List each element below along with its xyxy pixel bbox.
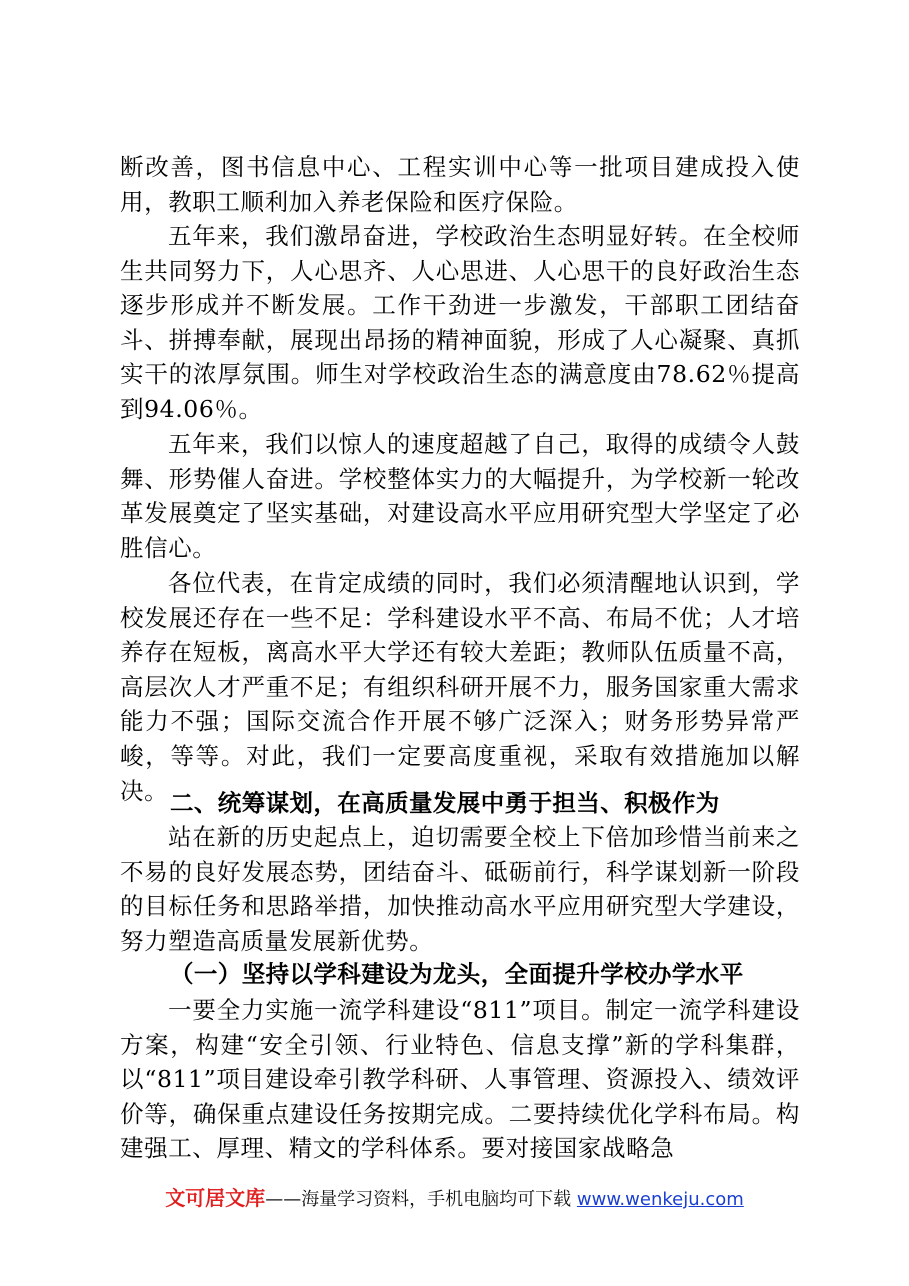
footer-dash: ——: [265, 1189, 302, 1210]
footer-website-link[interactable]: www.wenkeju.com: [576, 1189, 744, 1210]
paragraph-new-starting-point: 站在新的历史起点上，迫切需要全校上下倍加珍惜当前来之不易的良好发展态势，团结奋斗、砥砺前行，科学谋划新一阶段的目标任务和思路举措，加快推动高水平应用研究型大学建设，努力塑造高质量发展新优势。: [120, 823, 800, 955]
footer-banner: [0, 1182, 909, 1211]
section-heading: 二、统筹谋划，在高质量发展中勇于担当、积极作为: [170, 789, 720, 817]
footer-slogan: 海量学习资料，手机电脑均可下载: [301, 1189, 572, 1210]
paragraph-continuation: 断改善，图书信息中心、工程实训中心等一批项目建成投入使用，教职工顺利加入养老保险和医疗保险。: [120, 153, 800, 216]
paragraph-political-ecology: 五年来，我们激昂奋进，学校政治生态明显好转。在全校师生共同努力下，人心思齐、人心思进、人心思干的良好政治生态逐步形成并不断发展。工作干劲进一步激发，干部职工团结奋斗、拼搏奉献，展现出昂扬的精神面貌，形成了人心凝聚、真抓实干的浓厚氛围。师生对学校政治生态的满意度由78.62％提高到94.06％。: [120, 222, 800, 423]
footer-brand: 文可居文库: [165, 1186, 266, 1210]
paragraph-discipline-building: 一要全力实施一流学科建设“811”项目。制定一流学科建设方案，构建“安全引领、行业特色、信息支撑”新的学科集群，以“811”项目建设牵引教学科研、人事管理、资源投入、绩效评价等，确保重点建设任务按期完成。二要持续优化学科布局。构建强工、厚理、精文的学科体系。要对接国家战略急: [120, 996, 800, 1163]
subsection-heading: （一）坚持以学科建设为龙头，全面提升学校办学水平: [170, 960, 744, 988]
paragraph-surpass-self: 五年来，我们以惊人的速度超越了自己，取得的成绩令人鼓舞、形势催人奋进。学校整体实力的大幅提升，为学校新一轮改革发展奠定了坚实基础，对建设高水平应用研究型大学坚定了必胜信心。: [120, 430, 800, 562]
paragraph-shortcomings: 各位代表，在肯定成绩的同时，我们必须清醒地认识到，学校发展还存在一些不足：学科建设水平不高、布局不优；人才培养存在短板，离高水平大学还有较大差距；教师队伍质量不高，高层次人才严重不足；有组织科研开展不力，服务国家重大需求能力不强；国际交流合作开展不够广泛深入；财务形势异常严峻，等等。对此，我们一定要高度重视，采取有效措施加以解决。: [120, 569, 800, 805]
